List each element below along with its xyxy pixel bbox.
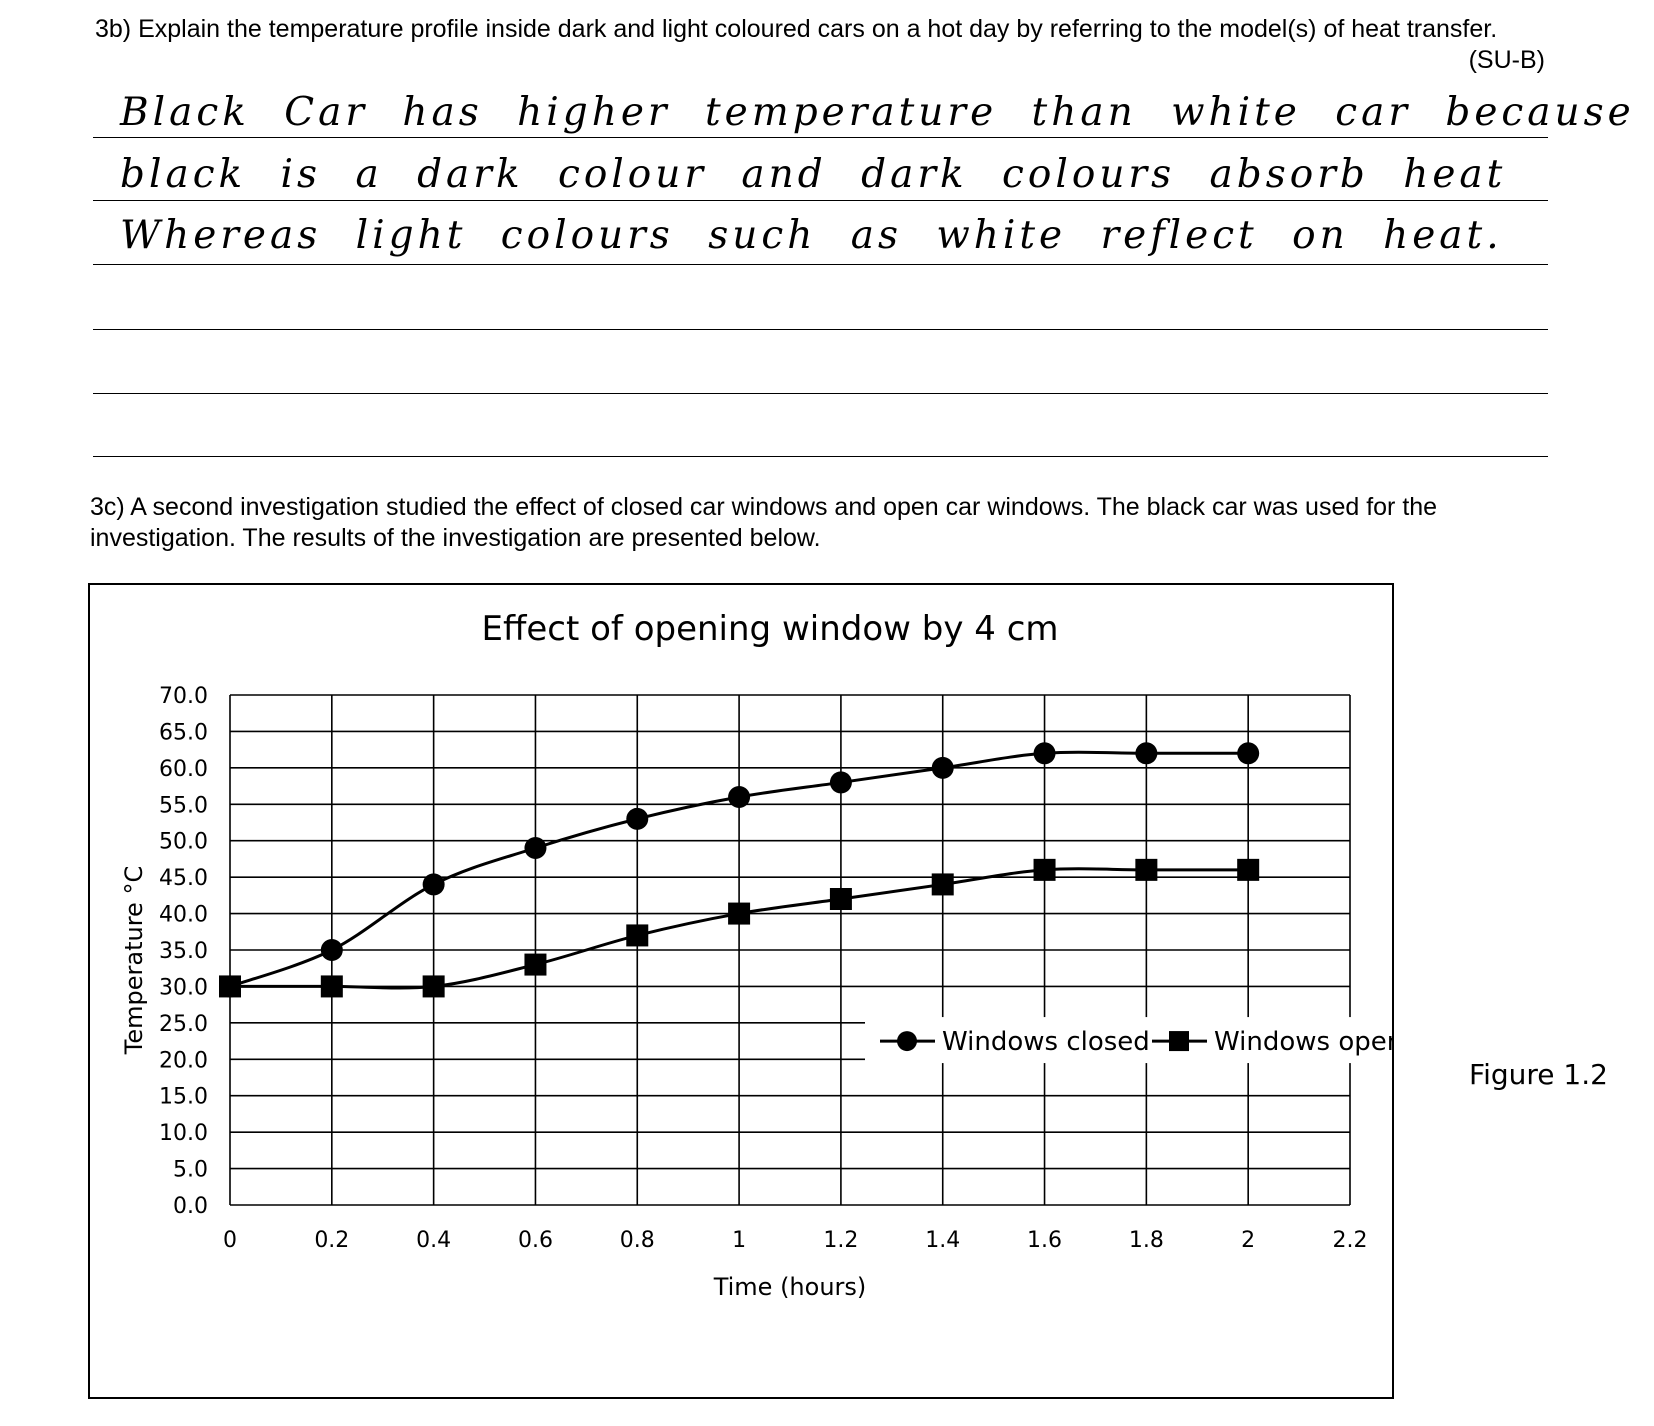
answer-line-3: Whereas light colours such as white reflect on heat. [120, 213, 1503, 258]
answer-line-1: Black Car has higher temperature than white car because [120, 90, 1635, 135]
x-tick-label: 1 [732, 1228, 747, 1253]
question-3b-text: 3b) Explain the temperature profile inside dark and light coloured cars on a hot day by referring to the model(s) of heat transfer. [95, 15, 1498, 43]
y-tick-label: 5.0 [173, 1157, 208, 1183]
y-tick-label: 25.0 [159, 1011, 208, 1037]
legend-label: Windows open [1214, 1027, 1392, 1058]
temperature-chart [90, 585, 1392, 1397]
figure-label: Figure 1.2 [1469, 1058, 1608, 1091]
data-point-windows-closed [1237, 742, 1259, 764]
data-point-windows-closed [830, 771, 852, 793]
data-point-windows-closed [1135, 742, 1157, 764]
data-point-windows-closed [1034, 742, 1056, 764]
legend-marker-square [1169, 1031, 1189, 1051]
data-point-windows-open [1034, 859, 1056, 881]
x-tick-label: 0.8 [619, 1228, 655, 1253]
x-tick-label: 2 [1241, 1228, 1256, 1253]
data-point-windows-open [321, 975, 343, 997]
x-tick-label: 2.2 [1332, 1228, 1368, 1253]
data-point-windows-closed [423, 873, 445, 895]
answer-line-2: black is a dark colour and dark colours absorb heat [120, 152, 1507, 197]
data-point-windows-open [1135, 859, 1157, 881]
legend-label: Windows closed [942, 1027, 1150, 1058]
data-point-windows-open [423, 975, 445, 997]
chart-title: Effect of opening window by 4 cm [481, 609, 1059, 649]
data-point-windows-closed [728, 786, 750, 808]
data-point-windows-closed [626, 808, 648, 830]
answer-rule [93, 264, 1548, 265]
x-tick-label: 1.4 [925, 1228, 961, 1253]
y-tick-label: 55.0 [159, 793, 208, 819]
y-tick-label: 20.0 [159, 1048, 208, 1074]
answer-rule [93, 456, 1548, 457]
y-tick-label: 65.0 [159, 720, 208, 746]
y-tick-label: 70.0 [159, 684, 208, 709]
question-3b-marks: (SU-B) [1468, 46, 1545, 74]
chart-frame [88, 583, 1394, 1399]
x-tick-label: 1.6 [1027, 1228, 1063, 1253]
y-tick-label: 45.0 [159, 866, 208, 892]
y-tick-label: 60.0 [159, 756, 208, 782]
x-tick-label: 0.6 [517, 1228, 553, 1253]
y-tick-label: 30.0 [159, 975, 208, 1001]
data-point-windows-open [1237, 859, 1259, 881]
question-3b [95, 14, 1545, 74]
data-point-windows-open [830, 888, 852, 910]
data-point-windows-closed [524, 837, 546, 859]
y-tick-label: 50.0 [159, 829, 208, 855]
y-tick-label: 40.0 [159, 902, 208, 928]
answer-rule [93, 393, 1548, 394]
x-tick-label: 0 [223, 1228, 237, 1253]
data-point-windows-open [524, 954, 546, 976]
answer-rule [93, 137, 1548, 138]
y-tick-label: 35.0 [159, 939, 208, 964]
data-point-windows-closed [932, 757, 954, 779]
x-tick-label: 1.8 [1128, 1228, 1164, 1253]
y-axis-label: Temperature °C [120, 865, 148, 1055]
data-point-windows-open [219, 975, 241, 997]
x-tick-label: 0.2 [314, 1228, 350, 1253]
x-tick-label: 1.2 [823, 1228, 859, 1253]
answer-rule [93, 200, 1548, 201]
x-axis-label: Time (hours) [713, 1273, 867, 1301]
data-point-windows-open [626, 924, 648, 946]
legend-marker-circle [897, 1031, 917, 1051]
data-point-windows-open [728, 903, 750, 925]
y-tick-label: 15.0 [159, 1084, 208, 1110]
x-tick-label: 0.4 [416, 1228, 452, 1253]
data-point-windows-open [932, 873, 954, 895]
y-tick-label: 0.0 [173, 1194, 208, 1219]
data-point-windows-closed [321, 939, 343, 961]
question-3c [90, 492, 1570, 554]
answer-rule [93, 329, 1548, 330]
y-tick-label: 10.0 [159, 1121, 208, 1147]
question-3c-text: 3c) A second investigation studied the effect of closed car windows and open car windows. The black car was used for the investigation. The results of the investigation are presented below. [90, 493, 1438, 552]
